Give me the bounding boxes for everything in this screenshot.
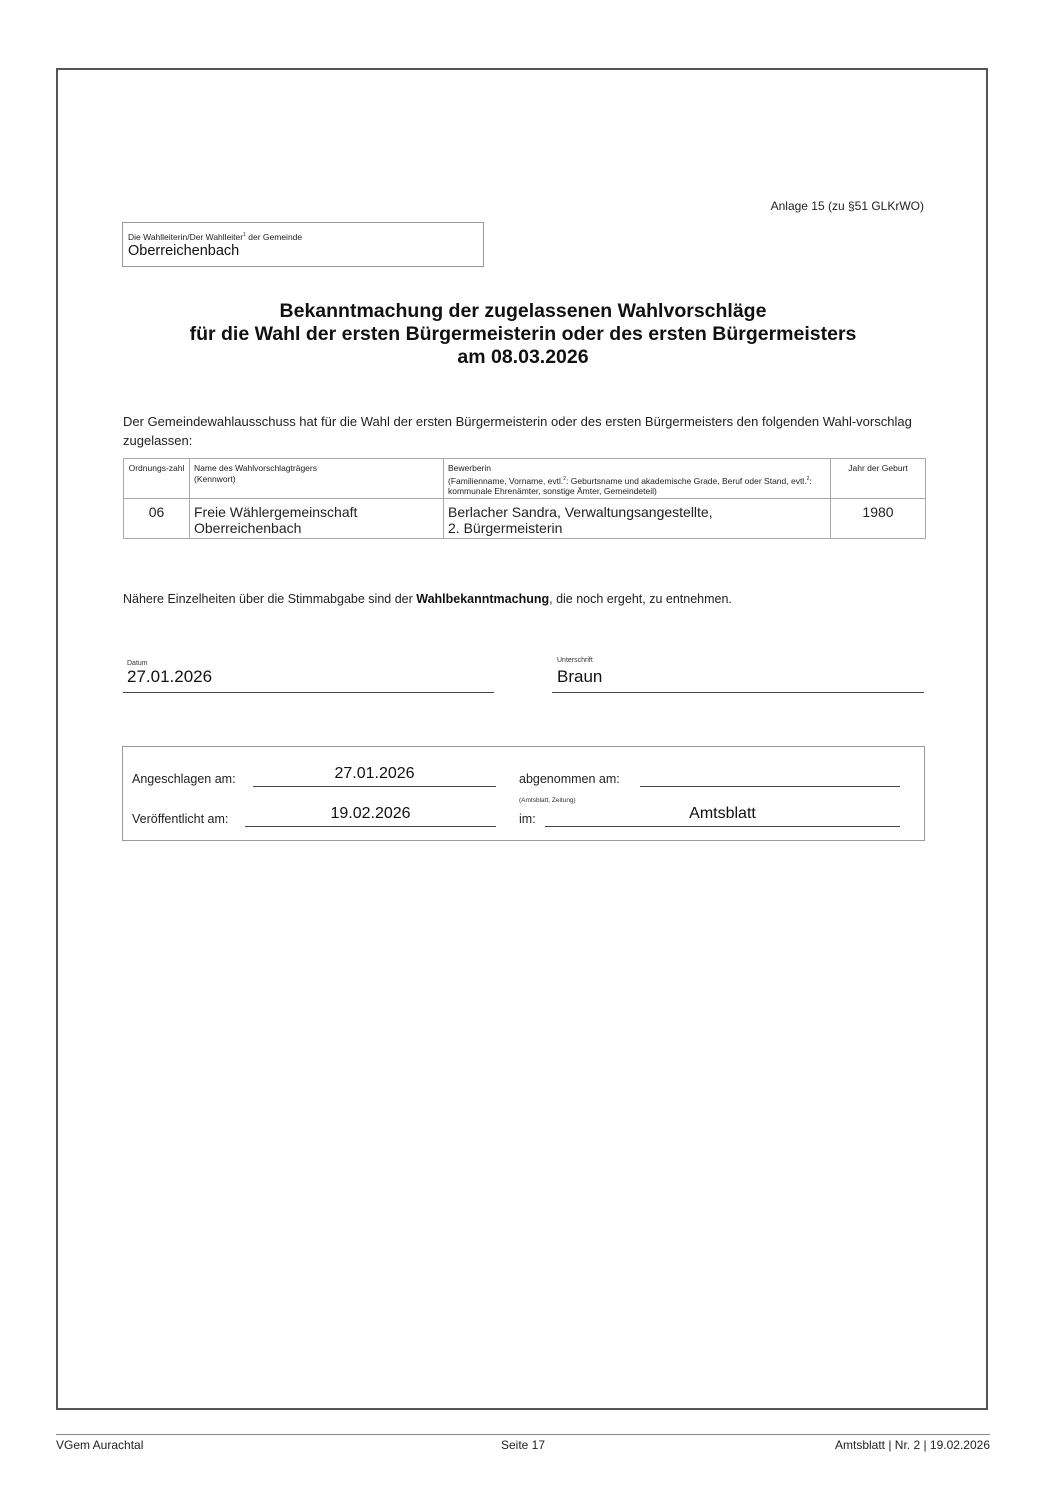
- signature-line: [552, 692, 924, 693]
- page-title: [100, 300, 946, 369]
- municipality-name: Oberreichenbach: [128, 242, 240, 259]
- title-line-3: am 08.03.2026: [457, 346, 589, 368]
- medium-value: Amtsblatt: [689, 805, 756, 822]
- published-label: Veröffentlicht am:: [132, 812, 229, 826]
- page-frame: [56, 68, 988, 1410]
- cell-jahr: 1980: [831, 499, 926, 539]
- table-row: [124, 499, 926, 539]
- header-ordnungszahl: Ordnungs-zahl: [124, 459, 190, 499]
- table-header-row: [124, 459, 926, 499]
- published-value: 19.02.2026: [330, 805, 411, 822]
- title-line-1: Bekanntmachung der zugelassenen Wahlvorschläge: [279, 300, 767, 322]
- footer-divider: [56, 1434, 990, 1435]
- cell-bewerber: Berlacher Sandra, Verwaltungsangestellte, 2. Bürgermeisterin: [444, 499, 831, 539]
- posted-value: 27.01.2026: [334, 765, 415, 782]
- posted-label: Angeschlagen am:: [132, 772, 236, 786]
- footnote-marker: 2: [563, 475, 567, 482]
- date-label: Datum: [127, 660, 148, 667]
- intro-paragraph: Der Gemeindewahlausschuss hat für die Wahl der ersten Bürgermeisterin oder des ersten Bürgermeisters den folgenden Wahl-vorschlag zugelassen:: [123, 414, 912, 448]
- note-paragraph: Nähere Einzelheiten über die Stimmabgabe sind der Wahlbekanntmachung, die noch ergeht, zu entnehmen.: [123, 592, 732, 606]
- cell-name: Freie Wählergemeinschaft Oberreichenbach: [190, 499, 444, 539]
- header-jahr: Jahr der Geburt: [831, 459, 926, 499]
- authority-box: [122, 222, 484, 267]
- title-line-2: für die Wahl der ersten Bürgermeisterin oder des ersten Bürgermeisters: [189, 323, 857, 345]
- cell-ordnungszahl: 06: [124, 499, 190, 539]
- signature-label: Unterschrift: [557, 657, 593, 664]
- note-bold: Wahlbekanntmachung: [416, 592, 550, 606]
- medium-hint: (Amtsblatt, Zeitung): [519, 797, 576, 804]
- header-name: Name des Wahlvorschlagträgers (Kennwort): [190, 459, 444, 499]
- footnote-marker: 2: [806, 475, 810, 482]
- medium-line: [545, 826, 900, 827]
- footer-left: VGem Aurachtal: [56, 1438, 144, 1452]
- date-line: [123, 692, 494, 693]
- removed-line: [640, 786, 900, 787]
- posted-line: [253, 786, 496, 787]
- nominations-table: [123, 458, 926, 539]
- published-line: [245, 826, 496, 827]
- signature-value: Braun: [557, 667, 603, 686]
- header-bewerber: Bewerberin (Familienname, Vorname, evtl.$^2$: Geburtsname und akademische Grade, Beruf oder Stand, evtl.$^2$: kommunale Ehrenämter, sonstige Ämter, Gemeindeteil): [444, 459, 831, 499]
- authority-label: Die Wahlleiterin/Der Wahlleiter$^1$ der Gemeinde: [128, 231, 303, 242]
- footnote-marker: 1: [243, 232, 246, 238]
- footer-page-number: Seite 17: [500, 1438, 546, 1452]
- date-value: 27.01.2026: [127, 667, 213, 686]
- footer-right: Amtsblatt | Nr. 2 | 19.02.2026: [835, 1438, 990, 1452]
- anlage-reference: Anlage 15 (zu §51 GLKrWO): [770, 199, 924, 213]
- medium-label: im:: [519, 812, 536, 826]
- removed-label: abgenommen am:: [519, 772, 620, 786]
